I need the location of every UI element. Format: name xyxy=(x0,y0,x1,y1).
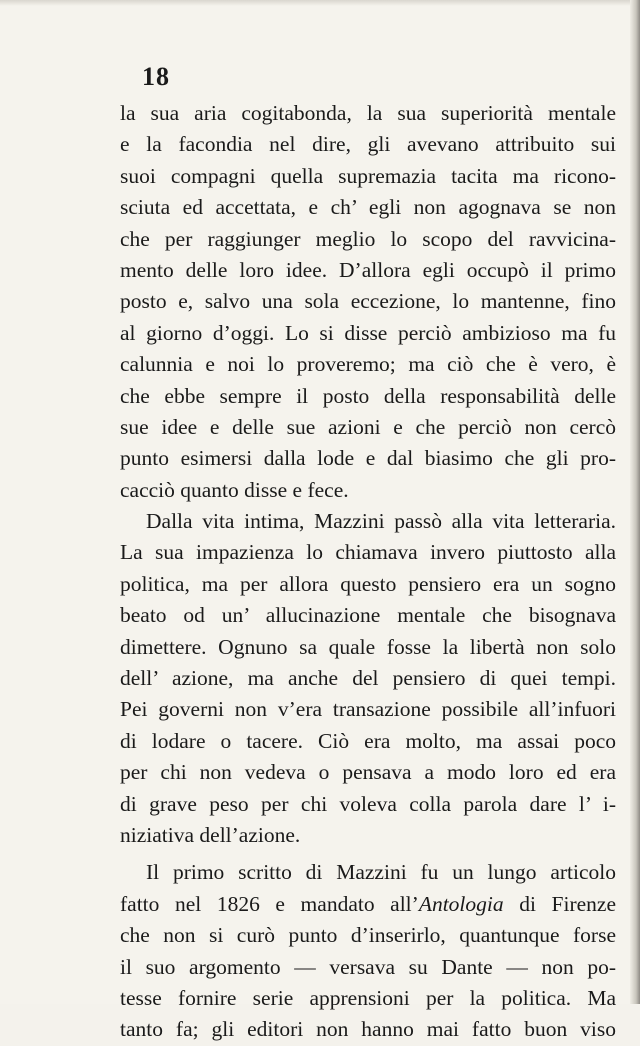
text-line: che ebbe sempre il posto della responsabilità delle xyxy=(120,383,616,408)
text-line: mento delle loro idee. D’allora egli occupò il primo xyxy=(120,257,616,282)
text-line: La sua impazienza lo chiamava invero piuttosto alla xyxy=(120,540,616,565)
paragraph-1 xyxy=(120,98,616,506)
text-line: Pei governi non v’era transazione possibile all’infuori xyxy=(120,697,616,722)
paragraph-3 xyxy=(120,857,616,1045)
page-top-edge xyxy=(0,0,640,6)
text-line: suoi compagni quella supremazia tacita ma ricono- xyxy=(120,163,616,188)
text-line: sue idee e delle sue azioni e che perciò non cercò xyxy=(120,414,616,439)
text-line: dimettere. Ognuno sa quale fosse la libertà non solo xyxy=(120,634,616,659)
text-line: Dalla vita intima, Mazzini passò alla vita letteraria. xyxy=(146,509,616,534)
text-line: di lodare o tacere. Ciò era molto, ma assai poco xyxy=(120,728,616,753)
text-line: la sua aria cogitabonda, la sua superiorità mentale xyxy=(120,101,616,125)
text-line: cacciò quanto disse e fece. xyxy=(120,477,349,502)
text-line-with-title xyxy=(120,889,616,920)
text-line: beato od un’ allucinazione mentale che bisognava xyxy=(120,603,616,628)
journal-title: Antologia xyxy=(418,891,504,916)
text-line: Il primo scritto di Mazzini fu un lungo articolo xyxy=(146,860,616,885)
text-line: che non si curò punto d’inserirlo, quantunque forse xyxy=(120,923,616,948)
text-line: politica, ma per allora questo pensiero era un sogno xyxy=(120,571,616,596)
text-line: di grave peso per chi voleva colla parola dare l’ i- xyxy=(120,791,616,816)
text-segment: fatto nel 1826 e mandato all’ xyxy=(120,891,419,916)
text-line: tesse fornire serie apprensioni per la politica. Ma xyxy=(120,985,616,1010)
text-line: e la facondia nel dire, gli avevano attribuito sui xyxy=(120,132,616,157)
text-line: al giorno d’oggi. Lo si disse perciò ambizioso ma fu xyxy=(120,320,616,345)
text-line: punto esimersi dalla lode e dal biasimo che gli pro- xyxy=(120,446,616,471)
page-number: 18 xyxy=(142,62,170,91)
text-line: sciuta ed accettata, e ch’ egli non agognava se non xyxy=(120,195,616,220)
text-line: tanto fa; gli editori non hanno mai fatto buon viso xyxy=(120,1017,616,1042)
paragraph-2 xyxy=(120,506,616,851)
text-line: dell’ azione, ma anche del pensiero di quei tempi. xyxy=(120,666,616,691)
text-line: posto e, salvo una sola eccezione, lo mantenne, fino xyxy=(120,289,616,314)
text-line: il suo argomento — versava su Dante — non po- xyxy=(120,954,616,979)
text-line: niziativa dell’azione. xyxy=(120,822,301,847)
body-text xyxy=(120,98,616,1046)
page-binding-edge xyxy=(630,0,640,1004)
text-line: per chi non vedeva o pensava a modo loro ed era xyxy=(120,760,616,785)
text-line: che per raggiunger meglio lo scopo del ravvicina- xyxy=(120,226,616,251)
text-line: calunnia e noi lo proveremo; ma ciò che è vero, è xyxy=(120,352,616,377)
text-segment: di Firenze xyxy=(503,891,617,916)
